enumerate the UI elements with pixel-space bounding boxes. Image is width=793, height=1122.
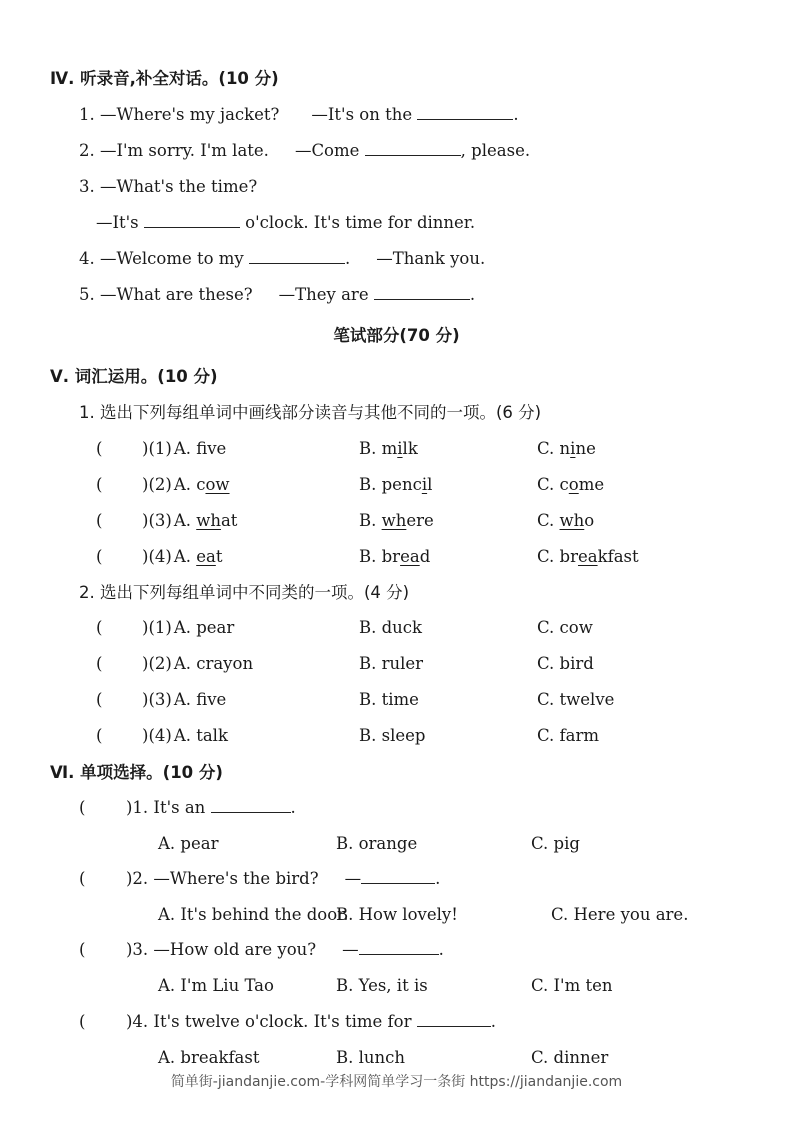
phonics-row: [0, 546, 793, 568]
number-label: (2): [148, 475, 172, 494]
stem-text: )2. —Where's the bird?: [126, 869, 319, 888]
option-text: lk: [402, 439, 418, 458]
option-text: t: [215, 547, 223, 566]
answer-blank[interactable]: [417, 104, 513, 120]
option-a[interactable]: [174, 475, 230, 494]
option-text: kfast: [597, 547, 639, 566]
underlined-letters: wh: [559, 511, 585, 530]
option-b[interactable]: B. orange: [336, 834, 418, 853]
answer-blank[interactable]: [417, 1011, 491, 1027]
dash: —: [344, 869, 362, 888]
option-c[interactable]: [537, 510, 594, 532]
number-label: (3): [148, 690, 172, 709]
answer-paren[interactable]: (: [96, 654, 103, 673]
option-c[interactable]: C. twelve: [537, 690, 615, 709]
option-text: B. penc: [359, 475, 422, 494]
phonics-row: [0, 510, 793, 532]
option-a[interactable]: A. I'm Liu Tao: [158, 976, 274, 995]
question-number: )(1) A. pear: [142, 618, 235, 637]
option-text: A. f: [173, 439, 208, 458]
answer-paren[interactable]: (: [96, 511, 103, 530]
answer-blank[interactable]: [374, 284, 470, 300]
question-number: )(2) A. cow: [142, 475, 230, 494]
number-label: (2): [148, 654, 172, 673]
option-text: o: [584, 511, 595, 530]
question-number: )(3) A. what: [142, 511, 238, 530]
answer-blank[interactable]: [144, 212, 240, 228]
answer-paren[interactable]: (: [96, 547, 103, 566]
option-b[interactable]: B. lunch: [336, 1048, 406, 1067]
section-6-title: Ⅵ. 单项选择。(10 分): [50, 763, 223, 782]
answer-paren[interactable]: (: [79, 940, 86, 959]
answer-paren[interactable]: (: [96, 475, 103, 494]
option-b[interactable]: B. time: [359, 690, 419, 709]
option-a[interactable]: A. pear: [158, 834, 219, 853]
question-number: )(3) A. five: [142, 690, 227, 709]
option-a[interactable]: [174, 511, 238, 530]
option-c[interactable]: C. pig: [531, 834, 580, 853]
answer-blank[interactable]: [365, 140, 461, 156]
option-text: B. br: [359, 547, 401, 566]
option-b[interactable]: B. ruler: [359, 654, 424, 673]
option-c[interactable]: [537, 438, 596, 460]
option-b[interactable]: B. sleep: [359, 726, 426, 745]
section-4-q2: 2. —I'm sorry. I'm late. —Come , please.: [79, 141, 531, 160]
underlined-letters: i: [397, 439, 403, 458]
option-b[interactable]: [359, 546, 430, 568]
option-text: A.: [173, 547, 197, 566]
option-text: ere: [406, 511, 434, 530]
underlined-letters: o: [568, 475, 579, 494]
answer-paren[interactable]: (: [96, 618, 103, 637]
option-text: C.: [537, 511, 560, 530]
question-stem: [126, 1011, 496, 1033]
option-text: ne: [575, 439, 596, 458]
category-row: [0, 725, 793, 747]
underlined-letters: i: [570, 439, 576, 458]
question-number: )(4) A. eat: [142, 547, 223, 566]
option-a[interactable]: A. crayon: [173, 654, 254, 673]
phonics-row: [0, 438, 793, 460]
phonics-row: [0, 474, 793, 496]
underlined-letters: ea: [577, 547, 598, 566]
option-c[interactable]: [537, 474, 604, 496]
stem-text: )1. It's an: [126, 798, 206, 817]
answer-blank[interactable]: [249, 248, 345, 264]
option-b[interactable]: B. Yes, it is: [336, 976, 428, 995]
section-5-title: Ⅴ. 词汇运用。(10 分): [50, 367, 218, 386]
category-row: [0, 689, 793, 711]
option-text: C. n: [537, 439, 571, 458]
answer-paren[interactable]: (: [79, 1012, 86, 1031]
option-b[interactable]: [359, 438, 418, 460]
question-number: )(4) A. talk: [142, 726, 228, 745]
option-b[interactable]: [359, 510, 434, 532]
underlined-letters: ea: [400, 547, 420, 566]
question-stem: [126, 939, 444, 961]
section-4-q4: 4. —Welcome to my . —Thank you.: [79, 249, 486, 268]
option-text: B. m: [359, 439, 398, 458]
section-4-q3-answer: —It's o'clock. It's time for dinner.: [96, 213, 476, 232]
option-a[interactable]: A. talk: [173, 726, 228, 745]
underlined-letters: ow: [205, 475, 230, 494]
answer-blank[interactable]: [211, 797, 291, 813]
stem-end: .: [435, 869, 441, 888]
answer-paren[interactable]: (: [96, 690, 103, 709]
answer-blank[interactable]: [359, 939, 439, 955]
section-4-q1: 1. —Where's my jacket? —It's on the .: [79, 105, 519, 124]
section-5-part2-title: 2. 选出下列每组单词中不同类的一项。(4 分): [79, 583, 410, 602]
option-text: d: [419, 547, 431, 566]
option-text: ve: [207, 439, 227, 458]
option-text: me: [578, 475, 605, 494]
answer-paren[interactable]: (: [96, 726, 103, 745]
written-part-title: 笔试部分(70 分): [333, 326, 460, 345]
option-a[interactable]: A. It's behind the door.: [158, 905, 349, 924]
option-a[interactable]: A. pear: [173, 618, 235, 637]
section-4-title: Ⅳ. 听录音,补全对话。(10 分): [50, 69, 279, 88]
stem-end: .: [290, 798, 296, 817]
underlined-letters: wh: [196, 511, 221, 530]
stem-end: .: [438, 940, 444, 959]
number-label: (1): [148, 618, 172, 637]
answer-paren[interactable]: (: [79, 798, 86, 817]
section-4-q5: 5. —What are these? —They are .: [79, 285, 476, 304]
option-a[interactable]: A. breakfast: [158, 1048, 260, 1067]
stem-text: )3. —How old are you?: [126, 940, 317, 959]
question-number: )(1) A. fve: [142, 439, 227, 458]
option-text: l: [427, 475, 433, 494]
stem-end: .: [490, 1012, 496, 1031]
option-text: C. br: [537, 547, 578, 566]
underlined-letters: i: [421, 475, 428, 494]
option-a[interactable]: A. five: [173, 690, 227, 709]
option-c[interactable]: C. dinner: [531, 1048, 609, 1067]
option-text: B.: [359, 511, 382, 530]
underlined-letters: wh: [381, 511, 407, 530]
number-label: (4): [148, 726, 172, 745]
category-row: [0, 653, 793, 675]
option-c[interactable]: C. I'm ten: [531, 976, 613, 995]
question-stem: [126, 868, 440, 890]
underlined-letters: ea: [196, 547, 216, 566]
question-number: )(2) A. crayon: [142, 654, 254, 673]
option-text: A. c: [173, 475, 206, 494]
option-text: at: [220, 511, 238, 530]
dash: —: [342, 940, 359, 959]
answer-paren[interactable]: (: [96, 439, 103, 458]
footer-watermark: 简单街-jiandanjie.com-学科网简单学习一条街 https://jiandanjie.com: [170, 1074, 623, 1090]
option-c[interactable]: C. bird: [537, 654, 594, 673]
stem-text: )4. It's twelve o'clock. It's time for: [126, 1012, 412, 1031]
question-stem: [126, 797, 296, 819]
option-a[interactable]: [174, 547, 223, 566]
category-row: [0, 617, 793, 639]
option-c[interactable]: C. farm: [537, 726, 600, 745]
option-b[interactable]: B. How lovely!: [336, 905, 458, 924]
option-b[interactable]: B. duck: [359, 618, 423, 637]
option-text: A.: [173, 511, 197, 530]
option-c[interactable]: [537, 546, 639, 568]
number-label: (4): [148, 547, 172, 566]
option-text: C. c: [537, 475, 569, 494]
section-4-q3-question: 3. —What's the time?: [79, 177, 258, 196]
option-a[interactable]: [174, 439, 227, 458]
answer-paren[interactable]: (: [79, 869, 86, 888]
number-label: (1): [148, 439, 172, 458]
section-5-part1-title: 1. 选出下列每组单词中画线部分读音与其他不同的一项。(6 分): [79, 403, 542, 422]
number-label: (3): [148, 511, 172, 530]
option-b[interactable]: [359, 474, 432, 496]
option-c[interactable]: C. cow: [537, 618, 593, 637]
option-c[interactable]: C. Here you are.: [551, 905, 689, 924]
answer-blank[interactable]: [361, 868, 435, 884]
